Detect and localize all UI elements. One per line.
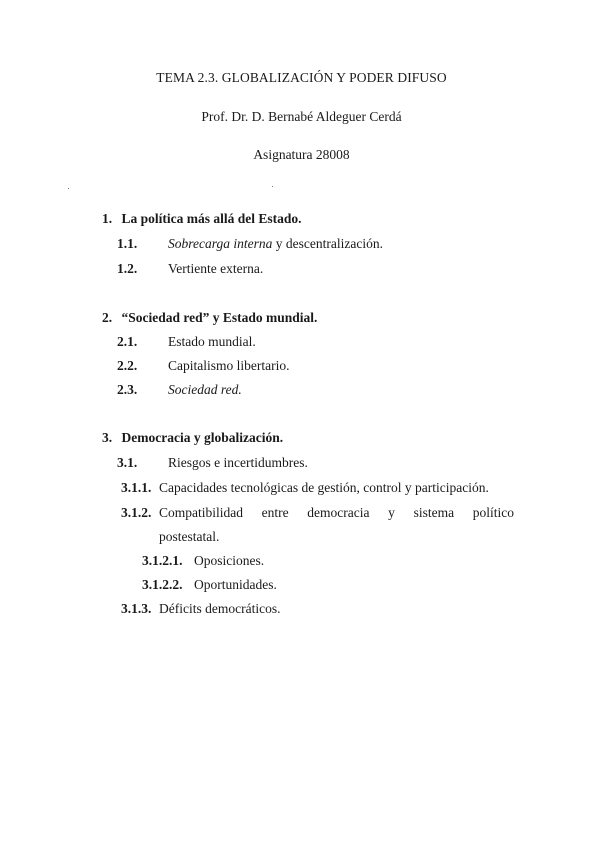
document-title: TEMA 2.3. GLOBALIZACIÓN Y PODER DIFUSO — [156, 70, 447, 85]
professor-name: Prof. Dr. D. Bernabé Aldeguer Cerdá — [201, 109, 402, 124]
section-heading-3 — [102, 430, 283, 446]
scan-speck — [68, 188, 69, 189]
item-word: entre — [261, 505, 289, 520]
item-text: Oportunidades. — [194, 577, 277, 592]
section-number: 2. — [102, 310, 113, 325]
section-number: 1. — [102, 211, 113, 226]
item-number: 3.1.3. — [121, 601, 152, 616]
section-title: Democracia y globalización. — [121, 430, 284, 445]
item-word: Compatibilidad — [159, 505, 243, 520]
item-italic-text: Sobrecarga interna — [168, 236, 273, 251]
section-title: “Sociedad red” y Estado mundial. — [121, 310, 318, 325]
item-word: y — [388, 505, 395, 520]
item-number: 1.1. — [117, 236, 138, 251]
course-code: Asignatura 28008 — [253, 147, 350, 162]
item-number: 2.2. — [117, 358, 138, 373]
item-number: 3.1.2. — [121, 505, 152, 520]
scan-speck — [272, 186, 273, 187]
item-number: 1.2. — [117, 261, 138, 276]
section-heading-2 — [102, 310, 317, 326]
section-number: 3. — [102, 430, 113, 445]
item-italic-text: Sociedad red. — [168, 382, 242, 397]
item-text: Riesgos e incertidumbres. — [168, 455, 308, 470]
item-number: 2.3. — [117, 382, 138, 397]
item-number: 3.1.1. — [121, 480, 152, 495]
section-title: La política más allá del Estado. — [121, 211, 302, 226]
item-text: Oposiciones. — [194, 553, 265, 568]
item-text: Déficits democráticos. — [159, 601, 281, 616]
item-text-continuation: postestatal. — [159, 529, 220, 544]
item-number: 2.1. — [117, 334, 138, 349]
item-number: 3.1.2.2. — [142, 577, 183, 592]
item-word: sistema — [413, 505, 455, 520]
item-number: 3.1.2.1. — [142, 553, 183, 568]
section-heading-1 — [102, 211, 302, 227]
item-justified-text — [159, 505, 514, 521]
item-number: 3.1. — [117, 455, 138, 470]
item-text: Capitalismo libertario. — [168, 358, 290, 373]
item-text: y descentralización. — [272, 236, 383, 251]
item-word: político — [472, 505, 514, 520]
item-text: Capacidades tecnológicas de gestión, control y participación. — [159, 480, 489, 495]
item-text: Vertiente externa. — [168, 261, 264, 276]
item-text: Estado mundial. — [168, 334, 256, 349]
item-word: democracia — [307, 505, 370, 520]
